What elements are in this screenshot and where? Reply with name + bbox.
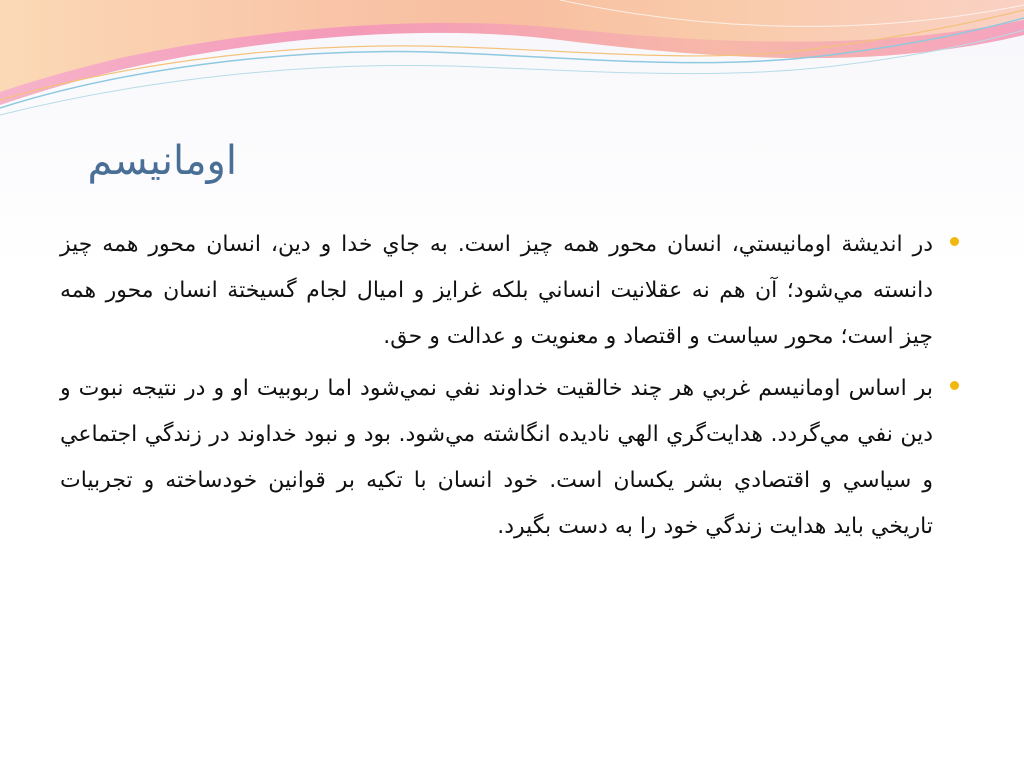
- bullet-icon: [950, 381, 959, 390]
- bullet-text: بر اساس اومانيسم غربي هر چند خالقيت خداوند نفي نمي‌شود اما ربوبيت او و در نتيجه نبوت و دين نفي مي‌گردد. هدايت‌گري الهي ناديده انگاشته مي‌شود. بود و نبود خداوند در زندگي اجتماعي و سياسي و اقتصادي بشر يكسان است. خود انسان با تكيه بر قوانين خودساخته و تجربيات تاريخي بايد هدايت زندگي خود را به دست بگيرد.: [60, 376, 933, 539]
- bullet-item: [60, 366, 965, 550]
- slide-title: اومانيسم: [87, 138, 237, 184]
- bullet-icon: [950, 237, 959, 246]
- bullet-list: [60, 222, 965, 556]
- bullet-text: در انديشة اومانيستي، انسان محور همه چيز است. به جاي خدا و دين، انسان محور همه چيز دانسته مي‌شود؛ آن هم نه عقلانيت انساني بلكه غرايز و اميال لجام گسيختة انسان محور همه چيز است؛ محور سياست و اقتصاد و معنويت و عدالت و حق.: [60, 232, 933, 349]
- bullet-item: [60, 222, 965, 360]
- top-wave-decoration: [0, 0, 1024, 130]
